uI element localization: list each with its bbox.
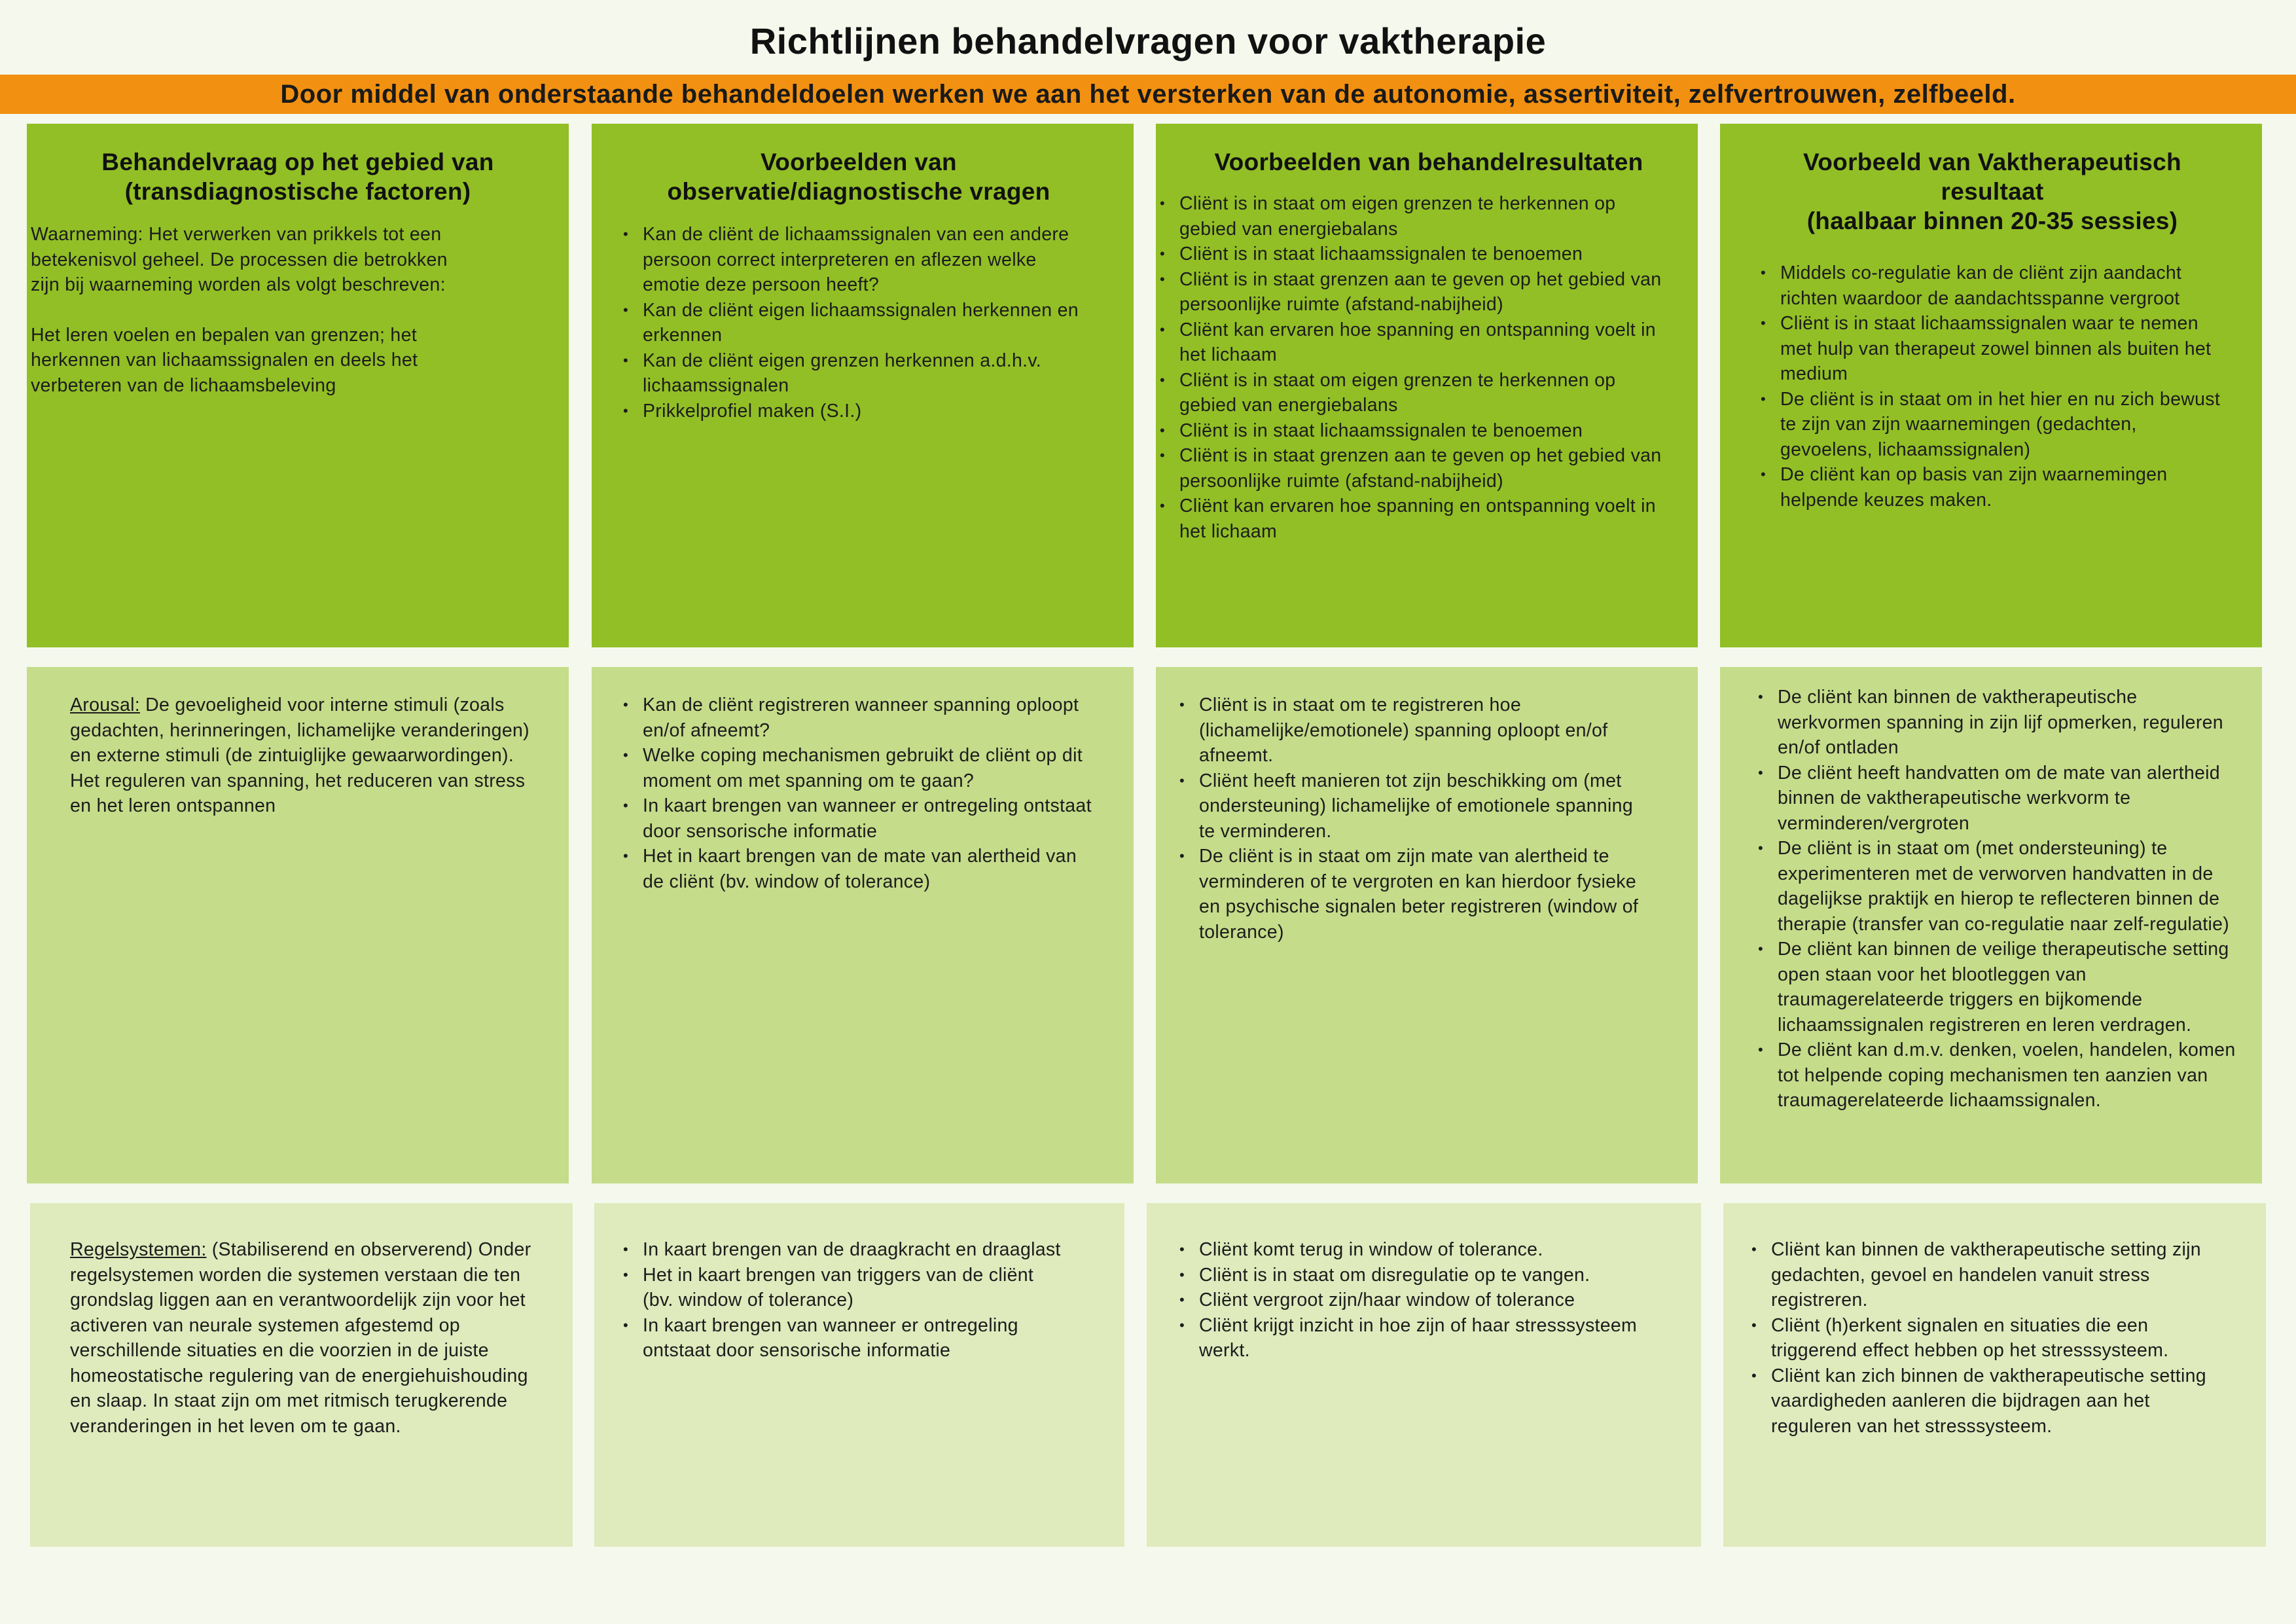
list-item: • In kaart brengen van wanneer er ontregeling ontstaat door sensorische informatie bbox=[623, 1313, 1066, 1363]
list-item: • Cliënt is in staat om eigen grenzen te herkennen op gebied van energiebalans bbox=[1160, 368, 1672, 418]
page-title: Richtlijnen behandelvragen voor vaktherapie bbox=[749, 20, 1547, 62]
row1-col2-list bbox=[623, 222, 1094, 424]
list-item: • Cliënt komt terug in window of tolerance. bbox=[1179, 1237, 1649, 1263]
row1-col4-list bbox=[1724, 261, 2229, 513]
row1-col3-list bbox=[1160, 191, 1672, 544]
arousal-description: De gevoeligheid voor interne stimuli (zoals gedachten, herinneringen, lichamelijke veranderingen) en externe stimuli (de zintuiglijke gewaarwordingen). Het reguleren van spanning, het reduceren van stress en het leren ontspannen bbox=[70, 695, 529, 816]
list-item: • Kan de cliënt registreren wanneer spanning oploopt en/of afneemt? bbox=[623, 693, 1094, 743]
list-item: • Cliënt kan ervaren hoe spanning en ontspanning voelt in het lichaam bbox=[1160, 494, 1672, 544]
list-item: • Cliënt vergroot zijn/haar window of tolerance bbox=[1179, 1288, 1649, 1313]
list-item: • Cliënt is in staat grenzen aan te geven op het gebied van persoonlijke ruimte (afstand-nabijheid) bbox=[1160, 267, 1672, 317]
list-item: • In kaart brengen van wanneer er ontregeling ontstaat door sensorische informatie bbox=[623, 793, 1094, 844]
list-item: • Cliënt kan binnen de vaktherapeutische setting zijn gedachten, gevoel en handelen vanuit stress registreren. bbox=[1751, 1237, 2214, 1313]
row2-col3-list bbox=[1179, 693, 1645, 945]
list-item: • Kan de cliënt eigen grenzen herkennen a.d.h.v. lichaamssignalen bbox=[623, 348, 1094, 399]
regelsystemen-description: (Stabiliserend en observerend) Onder regelsystemen worden die systemen verstaan die ten grondslag liggen aan en verantwoordelijk zijn voor het activeren van neurale systemen afgestemd op verschillende situaties en die voorzien in de juiste homeostatische regulering van de energiehuishouding en slaap. In staat zijn om met ritmisch terugkerende veranderingen in het leven om te gaan. bbox=[70, 1239, 531, 1437]
list-item: • In kaart brengen van de draagkracht en draaglast bbox=[623, 1237, 1066, 1263]
row1-col1-text-2: Het leren voelen en bepalen van grenzen; het herkennen van lichaamssignalen en deels het verbeteren van de lichaamsbeleving bbox=[31, 324, 418, 396]
list-item: • Cliënt krijgt inzicht in hoe zijn of haar stresssysteem werkt. bbox=[1179, 1313, 1649, 1363]
row3-col2-list bbox=[623, 1237, 1066, 1363]
header-col1: Behandelvraag op het gebied van (transdiagnostische factoren) bbox=[101, 149, 494, 205]
list-item: • Het in kaart brengen van triggers van de cliënt (bv. window of tolerance) bbox=[623, 1263, 1066, 1313]
header-col2: Voorbeelden van observatie/diagnostische vragen bbox=[667, 149, 1050, 205]
list-item: • De cliënt heeft handvatten om de mate van alertheid binnen de vaktherapeutische werkvorm te verminderen/vergroten bbox=[1758, 761, 2242, 837]
list-item: • Cliënt is in staat lichaamssignalen waar te nemen met hulp van therapeut zowel binnen als buiten het medium bbox=[1761, 311, 2229, 387]
list-item: • Cliënt is in staat lichaamssignalen te benoemen bbox=[1160, 242, 1672, 267]
row3-col3-cell bbox=[1147, 1203, 1701, 1547]
list-item: • Kan de cliënt eigen lichaamssignalen herkennen en erkennen bbox=[623, 298, 1094, 348]
list-item: • Cliënt is in staat om disregulatie op te vangen. bbox=[1179, 1263, 1649, 1288]
list-item: • Cliënt kan zich binnen de vaktherapeutische setting vaardigheden aanleren die bijdragen aan het reguleren van het stresssysteem. bbox=[1751, 1363, 2214, 1439]
list-item: • Kan de cliënt de lichaamssignalen van een andere persoon correct interpreteren en aflezen welke emotie deze persoon heeft? bbox=[623, 222, 1094, 298]
row1-col1-text-1: Waarneming: Het verwerken van prikkels tot een betekenisvol geheel. De processen die betrokken zijn bij waarneming worden als volgt beschreven: bbox=[31, 224, 448, 295]
intro-banner: Door middel van onderstaande behandeldoelen werken we aan het versterken van de autonomie, assertiviteit, zelfvertrouwen, zelfbeeld. bbox=[0, 75, 2296, 114]
row3-col4-cell bbox=[1723, 1203, 2266, 1547]
list-item: • Cliënt kan ervaren hoe spanning en ontspanning voelt in het lichaam bbox=[1160, 317, 1672, 368]
row1-col4-cell bbox=[1720, 124, 2262, 647]
row2-col3-cell bbox=[1156, 667, 1698, 1183]
list-item: • Cliënt is in staat lichaamssignalen te benoemen bbox=[1160, 418, 1672, 444]
list-item: • Middels co-regulatie kan de cliënt zijn aandacht richten waardoor de aandachtsspanne vergroot bbox=[1761, 261, 2229, 311]
row3-col4-list bbox=[1751, 1237, 2214, 1439]
list-item: • Cliënt is in staat grenzen aan te geven op het gebied van persoonlijke ruimte (afstand-nabijheid) bbox=[1160, 443, 1672, 494]
list-item: • Prikkelprofiel maken (S.I.) bbox=[623, 399, 1094, 424]
list-item: • Het in kaart brengen van de mate van alertheid van de cliënt (bv. window of tolerance) bbox=[623, 844, 1094, 894]
list-item: • De cliënt is in staat om in het hier en nu zich bewust te zijn van zijn waarnemingen (gedachten, gevoelens, lichaamssignalen) bbox=[1761, 387, 2229, 463]
row2-col4-cell bbox=[1720, 667, 2262, 1183]
list-item: • Welke coping mechanismen gebruikt de cliënt op dit moment om met spanning om te gaan? bbox=[623, 743, 1094, 793]
list-item: • De cliënt is in staat om (met ondersteuning) te experimenteren met de verworven handvatten in de dagelijkse praktijk en hierop te reflecteren binnen de therapie (transfer van co-regulatie naar zelf-regulatie) bbox=[1758, 836, 2242, 937]
list-item: • De cliënt kan d.m.v. denken, voelen, handelen, komen tot helpende coping mechanismen ten aanzien van traumagerelateerde lichaamssignalen. bbox=[1758, 1038, 2242, 1113]
row2-col2-cell bbox=[592, 667, 1134, 1183]
row1-col2-cell bbox=[592, 124, 1134, 647]
row3-col1-cell bbox=[30, 1203, 573, 1547]
list-item: • De cliënt kan op basis van zijn waarnemingen helpende keuzes maken. bbox=[1761, 462, 2229, 513]
header-col4: Voorbeeld van Vaktherapeutisch resultaat (haalbaar binnen 20-35 sessies) bbox=[1803, 149, 2181, 234]
row1-col3-cell bbox=[1156, 124, 1698, 647]
row2-col1-text bbox=[70, 693, 536, 819]
header-col3: Voorbeelden van behandelresultaten bbox=[1214, 149, 1643, 175]
row2-col4-list bbox=[1758, 685, 2242, 1113]
list-item: • Cliënt is in staat om eigen grenzen te herkennen op gebied van energiebalans bbox=[1160, 191, 1672, 242]
row2-col1-cell bbox=[27, 667, 569, 1183]
list-item: • De cliënt is in staat om zijn mate van alertheid te verminderen of te vergroten en kan hierdoor fysieke en psychische signalen beter registreren (window of tolerance) bbox=[1179, 844, 1645, 945]
row1-col1-cell bbox=[27, 124, 569, 647]
row3-col3-list bbox=[1179, 1237, 1649, 1363]
list-item: • Cliënt heeft manieren tot zijn beschikking om (met ondersteuning) lichamelijke of emotionele spanning te verminderen. bbox=[1179, 768, 1645, 844]
regelsystemen-label: Regelsystemen: bbox=[70, 1239, 207, 1260]
list-item: • De cliënt kan binnen de veilige therapeutische setting open staan voor het blootleggen van traumagerelateerde triggers en bijkomende lichaamssignalen registreren en leren verdragen. bbox=[1758, 937, 2242, 1038]
row2-col2-list bbox=[623, 693, 1094, 894]
row3-col2-cell bbox=[594, 1203, 1124, 1547]
arousal-label: Arousal: bbox=[70, 695, 140, 715]
row3-col1-text bbox=[70, 1237, 533, 1439]
list-item: • Cliënt is in staat om te registreren hoe (lichamelijke/emotionele) spanning oploopt en/of afneemt. bbox=[1179, 693, 1645, 768]
list-item: • Cliënt (h)erkent signalen en situaties die een triggerend effect hebben op het stresssysteem. bbox=[1751, 1313, 2214, 1363]
list-item: • De cliënt kan binnen de vaktherapeutische werkvormen spanning in zijn lijf opmerken, reguleren en/of ontladen bbox=[1758, 685, 2242, 761]
